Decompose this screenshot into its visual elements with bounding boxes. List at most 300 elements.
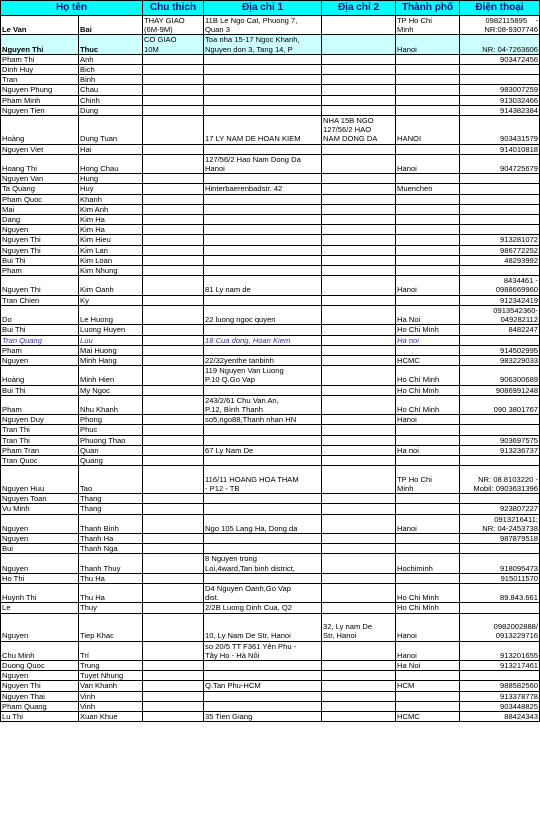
last-name-cell[interactable]: Nguyen Viet — [1, 144, 79, 154]
address2-cell[interactable] — [322, 325, 396, 335]
note-cell[interactable] — [143, 105, 204, 115]
phone-cell[interactable]: 923807227 — [460, 504, 540, 514]
last-name-cell[interactable]: Nguyen Thi — [1, 276, 79, 295]
address1-cell[interactable] — [204, 95, 322, 105]
address2-cell[interactable] — [322, 494, 396, 504]
address1-cell[interactable] — [204, 325, 322, 335]
note-cell[interactable] — [143, 544, 204, 554]
last-name-cell[interactable]: Nguyen Toan — [1, 494, 79, 504]
header-dia-chi-1[interactable]: Địa chỉ 1 — [204, 1, 322, 16]
phone-cell[interactable]: 904725679 — [460, 154, 540, 173]
address2-cell[interactable] — [322, 245, 396, 255]
city-cell[interactable] — [396, 65, 460, 75]
phone-cell[interactable] — [460, 425, 540, 435]
address2-cell[interactable] — [322, 425, 396, 435]
last-name-cell[interactable]: Tran — [1, 75, 79, 85]
last-name-cell[interactable]: Dang — [1, 215, 79, 225]
note-cell[interactable] — [143, 75, 204, 85]
phone-cell[interactable]: 915011570 — [460, 573, 540, 583]
first-name-cell[interactable]: Phuong Thao — [79, 435, 143, 445]
address1-cell[interactable] — [204, 194, 322, 204]
header-ho-ten[interactable]: Họ tên — [1, 1, 143, 16]
first-name-cell[interactable]: Luu — [79, 335, 143, 345]
first-name-cell[interactable]: Thanh Nga — [79, 544, 143, 554]
address2-cell[interactable] — [322, 54, 396, 64]
address1-cell[interactable] — [204, 504, 322, 514]
phone-cell[interactable]: 903431579 — [460, 116, 540, 145]
first-name-cell[interactable]: Hong Chau — [79, 154, 143, 173]
address2-cell[interactable] — [322, 144, 396, 154]
phone-cell[interactable]: 914010818 — [460, 144, 540, 154]
phone-cell[interactable] — [460, 75, 540, 85]
city-cell[interactable]: Ha noi — [396, 335, 460, 345]
address1-cell[interactable]: Hinterbaerenbadstr. 42 — [204, 184, 322, 194]
last-name-cell[interactable]: Tran Chien — [1, 295, 79, 305]
first-name-cell[interactable]: Le Huong — [79, 305, 143, 324]
note-cell[interactable] — [143, 494, 204, 504]
city-cell[interactable]: Ho Chi Minh — [396, 603, 460, 613]
phone-cell[interactable] — [460, 215, 540, 225]
address2-cell[interactable]: NHA 15B NGO 127/56/2 HAO NAM DONG DA — [322, 116, 396, 145]
first-name-cell[interactable]: Xuan Khue — [79, 712, 143, 722]
city-cell[interactable] — [396, 671, 460, 681]
address2-cell[interactable] — [322, 435, 396, 445]
first-name-cell[interactable]: Ky — [79, 295, 143, 305]
address2-cell[interactable] — [322, 366, 396, 385]
address2-cell[interactable] — [322, 660, 396, 670]
note-cell[interactable] — [143, 266, 204, 276]
last-name-cell[interactable]: Pham Quang — [1, 701, 79, 711]
phone-cell[interactable] — [460, 544, 540, 554]
phone-cell[interactable]: 913378778 — [460, 691, 540, 701]
phone-cell[interactable] — [460, 204, 540, 214]
first-name-cell[interactable]: Thu Ha — [79, 573, 143, 583]
city-cell[interactable] — [396, 54, 460, 64]
city-cell[interactable]: Ho Chi Minh — [396, 385, 460, 395]
phone-cell[interactable]: 8482247 — [460, 325, 540, 335]
city-cell[interactable]: Ho Chi Minh — [396, 325, 460, 335]
last-name-cell[interactable]: Mai — [1, 204, 79, 214]
note-cell[interactable] — [143, 54, 204, 64]
address2-cell[interactable] — [322, 671, 396, 681]
phone-cell[interactable] — [460, 335, 540, 345]
phone-cell[interactable] — [460, 194, 540, 204]
phone-cell[interactable]: 983007259 — [460, 85, 540, 95]
phone-cell[interactable]: 918095473 — [460, 554, 540, 573]
note-cell[interactable] — [143, 116, 204, 145]
note-cell[interactable] — [143, 276, 204, 295]
city-cell[interactable] — [396, 174, 460, 184]
city-cell[interactable]: Hanoi — [396, 641, 460, 660]
address2-cell[interactable] — [322, 533, 396, 543]
address2-cell[interactable] — [322, 276, 396, 295]
note-cell[interactable] — [143, 174, 204, 184]
address1-cell[interactable] — [204, 225, 322, 235]
phone-cell[interactable]: 9086991248 — [460, 385, 540, 395]
city-cell[interactable]: TP Ho Chi Minh — [396, 466, 460, 494]
phone-cell[interactable]: 913032466 — [460, 95, 540, 105]
phone-cell[interactable]: 988582560 — [460, 681, 540, 691]
address2-cell[interactable] — [322, 295, 396, 305]
city-cell[interactable] — [396, 573, 460, 583]
first-name-cell[interactable]: Chau — [79, 85, 143, 95]
note-cell[interactable] — [143, 445, 204, 455]
last-name-cell[interactable]: Hoàng — [1, 366, 79, 385]
note-cell[interactable] — [143, 701, 204, 711]
first-name-cell[interactable]: Thang — [79, 504, 143, 514]
city-cell[interactable] — [396, 295, 460, 305]
note-cell[interactable] — [143, 184, 204, 194]
address2-cell[interactable] — [322, 16, 396, 35]
city-cell[interactable]: Ho Chí Minh — [396, 366, 460, 385]
city-cell[interactable]: Ho Chi Minh — [396, 583, 460, 602]
address1-cell[interactable]: 11B Le Ngo Cat, Phuong 7, Quan 3 — [204, 16, 322, 35]
last-name-cell[interactable]: Nguyen — [1, 554, 79, 573]
phone-cell[interactable]: 903472456 — [460, 54, 540, 64]
city-cell[interactable] — [396, 701, 460, 711]
city-cell[interactable] — [396, 75, 460, 85]
note-cell[interactable] — [143, 345, 204, 355]
phone-cell[interactable] — [460, 671, 540, 681]
phone-cell[interactable]: 89.843.661 — [460, 583, 540, 602]
last-name-cell[interactable]: Pham — [1, 345, 79, 355]
city-cell[interactable]: HANOI — [396, 116, 460, 145]
phone-cell[interactable]: 0913216411; NR: 04-2453738 — [460, 514, 540, 533]
last-name-cell[interactable]: Nguyen — [1, 225, 79, 235]
address2-cell[interactable] — [322, 445, 396, 455]
last-name-cell[interactable]: Bui Thi — [1, 255, 79, 265]
phone-cell[interactable] — [460, 65, 540, 75]
note-cell[interactable] — [143, 660, 204, 670]
address1-cell[interactable] — [204, 691, 322, 701]
note-cell[interactable] — [143, 144, 204, 154]
last-name-cell[interactable]: Duong Quoc — [1, 660, 79, 670]
note-cell[interactable] — [143, 671, 204, 681]
address1-cell[interactable] — [204, 533, 322, 543]
phone-cell[interactable]: NR: 08.8103220 - Mobil: 0903631396 — [460, 466, 540, 494]
address1-cell[interactable]: 2/2B Luong Dinh Cua, Q2 — [204, 603, 322, 613]
address2-cell[interactable] — [322, 305, 396, 324]
city-cell[interactable] — [396, 691, 460, 701]
last-name-cell[interactable]: Hoang Thi — [1, 154, 79, 173]
address2-cell[interactable] — [322, 701, 396, 711]
city-cell[interactable]: Hanoi — [396, 613, 460, 641]
city-cell[interactable] — [396, 144, 460, 154]
first-name-cell[interactable]: Kim Ha — [79, 215, 143, 225]
address1-cell[interactable] — [204, 573, 322, 583]
first-name-cell[interactable]: Khanh — [79, 194, 143, 204]
phone-cell[interactable] — [460, 225, 540, 235]
last-name-cell[interactable]: Chu Minh — [1, 641, 79, 660]
last-name-cell[interactable]: Pham Quoc — [1, 194, 79, 204]
first-name-cell[interactable]: Thanh Thuy — [79, 554, 143, 573]
address2-cell[interactable] — [322, 681, 396, 691]
address1-cell[interactable]: 67 Ly Nam De — [204, 445, 322, 455]
first-name-cell[interactable]: Quang — [79, 455, 143, 465]
address1-cell[interactable]: 22 luong ngoc quyen — [204, 305, 322, 324]
last-name-cell[interactable]: Nguyen Thi — [1, 235, 79, 245]
first-name-cell[interactable]: Kim Anh — [79, 204, 143, 214]
first-name-cell[interactable]: My Ngoc — [79, 385, 143, 395]
note-cell[interactable] — [143, 305, 204, 324]
first-name-cell[interactable]: Hung — [79, 174, 143, 184]
first-name-cell[interactable]: Nhu Khanh — [79, 395, 143, 414]
address1-cell[interactable] — [204, 85, 322, 95]
address2-cell[interactable]: 32, Ly nam De Str, Hanoi — [322, 613, 396, 641]
address2-cell[interactable] — [322, 554, 396, 573]
city-cell[interactable]: Ha Noi — [396, 660, 460, 670]
first-name-cell[interactable]: Thanh Binh — [79, 514, 143, 533]
city-cell[interactable] — [396, 345, 460, 355]
phone-cell[interactable]: 903697575 — [460, 435, 540, 445]
last-name-cell[interactable]: Pham Tran — [1, 445, 79, 455]
last-name-cell[interactable]: Nguyen — [1, 671, 79, 681]
city-cell[interactable] — [396, 533, 460, 543]
address1-cell[interactable]: Ngo 105 Lang Ha, Dong da — [204, 514, 322, 533]
phone-cell[interactable] — [460, 266, 540, 276]
address2-cell[interactable] — [322, 204, 396, 214]
last-name-cell[interactable]: Nguyen Huu — [1, 466, 79, 494]
first-name-cell[interactable]: Binh — [79, 75, 143, 85]
address1-cell[interactable] — [204, 671, 322, 681]
address2-cell[interactable] — [322, 603, 396, 613]
phone-cell[interactable]: 987879518 — [460, 533, 540, 543]
header-chu-thich[interactable]: Chu thich — [143, 1, 204, 16]
first-name-cell[interactable]: Vinh — [79, 701, 143, 711]
address1-cell[interactable] — [204, 105, 322, 115]
first-name-cell[interactable]: Thanh Ha — [79, 533, 143, 543]
address2-cell[interactable] — [322, 184, 396, 194]
address2-cell[interactable] — [322, 105, 396, 115]
last-name-cell[interactable]: Tran Thi — [1, 435, 79, 445]
last-name-cell[interactable]: Nguyen — [1, 514, 79, 533]
phone-cell[interactable]: 090 3801767 — [460, 395, 540, 414]
address1-cell[interactable]: D4 Nguyen Oanh,Go Vap dist. — [204, 583, 322, 602]
last-name-cell[interactable]: Nguyen — [1, 533, 79, 543]
phone-cell[interactable]: 906300689 — [460, 366, 540, 385]
note-cell[interactable] — [143, 245, 204, 255]
address1-cell[interactable]: 10, Ly Nam De Str, Hanoi — [204, 613, 322, 641]
address1-cell[interactable]: 127/56/2 Hao Nam Dong Da Hanoi — [204, 154, 322, 173]
note-cell[interactable] — [143, 85, 204, 95]
city-cell[interactable] — [396, 494, 460, 504]
phone-cell[interactable] — [460, 455, 540, 465]
first-name-cell[interactable]: Kim Hieu — [79, 235, 143, 245]
first-name-cell[interactable]: Kim Loan — [79, 255, 143, 265]
note-cell[interactable] — [143, 295, 204, 305]
note-cell[interactable] — [143, 504, 204, 514]
phone-cell[interactable] — [460, 184, 540, 194]
phone-cell[interactable] — [460, 174, 540, 184]
last-name-cell[interactable]: Le Van — [1, 16, 79, 35]
note-cell[interactable] — [143, 95, 204, 105]
note-cell[interactable] — [143, 573, 204, 583]
city-cell[interactable] — [396, 245, 460, 255]
phone-cell[interactable] — [460, 494, 540, 504]
note-cell[interactable]: THAY GIAO (6M-9M) — [143, 16, 204, 35]
note-cell[interactable] — [143, 204, 204, 214]
address2-cell[interactable] — [322, 75, 396, 85]
address1-cell[interactable] — [204, 65, 322, 75]
phone-cell[interactable]: 983229033 — [460, 355, 540, 365]
address2-cell[interactable] — [322, 691, 396, 701]
last-name-cell[interactable]: Tran Quoc — [1, 455, 79, 465]
address2-cell[interactable] — [322, 385, 396, 395]
phone-cell[interactable]: 0982002888/ 0913229716 — [460, 613, 540, 641]
address2-cell[interactable] — [322, 583, 396, 602]
last-name-cell[interactable]: Bui Thi — [1, 385, 79, 395]
note-cell[interactable] — [143, 514, 204, 533]
address2-cell[interactable] — [322, 544, 396, 554]
first-name-cell[interactable]: Kim Nhung — [79, 266, 143, 276]
city-cell[interactable] — [396, 225, 460, 235]
address1-cell[interactable] — [204, 455, 322, 465]
first-name-cell[interactable]: Minh Hien — [79, 366, 143, 385]
first-name-cell[interactable]: Kim Oanh — [79, 276, 143, 295]
phone-cell[interactable]: 913236737 — [460, 445, 540, 455]
address1-cell[interactable] — [204, 174, 322, 184]
address2-cell[interactable] — [322, 345, 396, 355]
phone-cell[interactable]: 0982115895 - NR:08-9307746 — [460, 16, 540, 35]
address2-cell[interactable] — [322, 514, 396, 533]
city-cell[interactable]: Hanoi — [396, 415, 460, 425]
last-name-cell[interactable]: Nguyen Van — [1, 174, 79, 184]
first-name-cell[interactable]: Kim Lan — [79, 245, 143, 255]
address2-cell[interactable] — [322, 174, 396, 184]
address1-cell[interactable]: 119 Nguyen Van Luong P.10 Q.Go Vap — [204, 366, 322, 385]
last-name-cell[interactable]: Ta Quang — [1, 184, 79, 194]
note-cell[interactable] — [143, 583, 204, 602]
note-cell[interactable] — [143, 255, 204, 265]
note-cell[interactable] — [143, 385, 204, 395]
address2-cell[interactable] — [322, 225, 396, 235]
address2-cell[interactable] — [322, 335, 396, 345]
phone-cell[interactable]: 914502995 — [460, 345, 540, 355]
first-name-cell[interactable]: Bich — [79, 65, 143, 75]
address1-cell[interactable] — [204, 144, 322, 154]
note-cell[interactable] — [143, 533, 204, 543]
city-cell[interactable]: HCMC — [396, 355, 460, 365]
city-cell[interactable] — [396, 95, 460, 105]
last-name-cell[interactable]: Vu Minh — [1, 504, 79, 514]
address2-cell[interactable] — [322, 35, 396, 54]
first-name-cell[interactable]: Thuy — [79, 603, 143, 613]
first-name-cell[interactable]: Luong Huyen — [79, 325, 143, 335]
note-cell[interactable] — [143, 554, 204, 573]
first-name-cell[interactable]: Chinh — [79, 95, 143, 105]
city-cell[interactable]: HCM — [396, 681, 460, 691]
address1-cell[interactable]: 116/11 HOANG HOA THAM - P12 - TB — [204, 466, 322, 494]
first-name-cell[interactable]: Van Khanh — [79, 681, 143, 691]
address2-cell[interactable] — [322, 395, 396, 414]
address1-cell[interactable]: 22/32yenthe tanbinh — [204, 355, 322, 365]
city-cell[interactable] — [396, 215, 460, 225]
note-cell[interactable]: CO GIAO 10M — [143, 35, 204, 54]
phone-cell[interactable]: 912342419 — [460, 295, 540, 305]
city-cell[interactable]: TP Ho Chi Minh — [396, 16, 460, 35]
address2-cell[interactable] — [322, 65, 396, 75]
address1-cell[interactable]: 35 Tien Giang — [204, 712, 322, 722]
note-cell[interactable] — [143, 435, 204, 445]
first-name-cell[interactable]: Mai Huong — [79, 345, 143, 355]
note-cell[interactable] — [143, 712, 204, 722]
address1-cell[interactable] — [204, 544, 322, 554]
city-cell[interactable]: Ho Chí Minh — [396, 395, 460, 414]
phone-cell[interactable]: 903448825 — [460, 701, 540, 711]
city-cell[interactable] — [396, 255, 460, 265]
address2-cell[interactable] — [322, 194, 396, 204]
phone-cell[interactable] — [460, 603, 540, 613]
address1-cell[interactable] — [204, 266, 322, 276]
address2-cell[interactable] — [322, 712, 396, 722]
note-cell[interactable] — [143, 425, 204, 435]
address1-cell[interactable]: Q.Tan Phu-HCM — [204, 681, 322, 691]
note-cell[interactable] — [143, 225, 204, 235]
note-cell[interactable] — [143, 395, 204, 414]
city-cell[interactable] — [396, 235, 460, 245]
header-dien-thoai[interactable]: Điện thoại — [460, 1, 540, 16]
note-cell[interactable] — [143, 325, 204, 335]
address2-cell[interactable] — [322, 504, 396, 514]
phone-cell[interactable]: 913201655 — [460, 641, 540, 660]
address1-cell[interactable]: 18 Cua dong, Hoan Kiem — [204, 335, 322, 345]
city-cell[interactable] — [396, 194, 460, 204]
note-cell[interactable] — [143, 335, 204, 345]
last-name-cell[interactable]: Ho Thi — [1, 573, 79, 583]
city-cell[interactable] — [396, 85, 460, 95]
first-name-cell[interactable]: Quan — [79, 445, 143, 455]
header-dia-chi-2[interactable]: Địa chỉ 2 — [322, 1, 396, 16]
note-cell[interactable] — [143, 691, 204, 701]
address1-cell[interactable] — [204, 701, 322, 711]
note-cell[interactable] — [143, 415, 204, 425]
last-name-cell[interactable]: Hoàng — [1, 116, 79, 145]
address1-cell[interactable]: 8 Nguyen trong Loi,4ward,Tan binh district, — [204, 554, 322, 573]
phone-cell[interactable]: 986772252 — [460, 245, 540, 255]
header-thanh-pho[interactable]: Thành phố — [396, 1, 460, 16]
address2-cell[interactable] — [322, 466, 396, 494]
address1-cell[interactable] — [204, 204, 322, 214]
address1-cell[interactable] — [204, 255, 322, 265]
last-name-cell[interactable]: Nguyen Thi — [1, 245, 79, 255]
last-name-cell[interactable]: Pham Thi — [1, 54, 79, 64]
phone-cell[interactable]: 8434461 - 0988669960 — [460, 276, 540, 295]
address1-cell[interactable] — [204, 295, 322, 305]
first-name-cell[interactable]: Bai — [79, 16, 143, 35]
city-cell[interactable]: Ha Noi — [396, 305, 460, 324]
last-name-cell[interactable]: Bui Thi — [1, 325, 79, 335]
last-name-cell[interactable]: Pham — [1, 266, 79, 276]
note-cell[interactable] — [143, 65, 204, 75]
note-cell[interactable] — [143, 235, 204, 245]
note-cell[interactable] — [143, 603, 204, 613]
address2-cell[interactable] — [322, 85, 396, 95]
note-cell[interactable] — [143, 366, 204, 385]
city-cell[interactable]: Hanoi — [396, 276, 460, 295]
address2-cell[interactable] — [322, 573, 396, 583]
city-cell[interactable]: Ha noi — [396, 445, 460, 455]
last-name-cell[interactable]: Tran Quang — [1, 335, 79, 345]
last-name-cell[interactable]: Nguyen — [1, 355, 79, 365]
address1-cell[interactable] — [204, 494, 322, 504]
city-cell[interactable] — [396, 204, 460, 214]
first-name-cell[interactable]: Thang — [79, 494, 143, 504]
first-name-cell[interactable]: Thuc — [79, 35, 143, 54]
address1-cell[interactable]: so5,ngo88,Thanh nhan HN — [204, 415, 322, 425]
last-name-cell[interactable]: Pham — [1, 395, 79, 414]
address1-cell[interactable] — [204, 245, 322, 255]
phone-cell[interactable]: 913281072 — [460, 235, 540, 245]
